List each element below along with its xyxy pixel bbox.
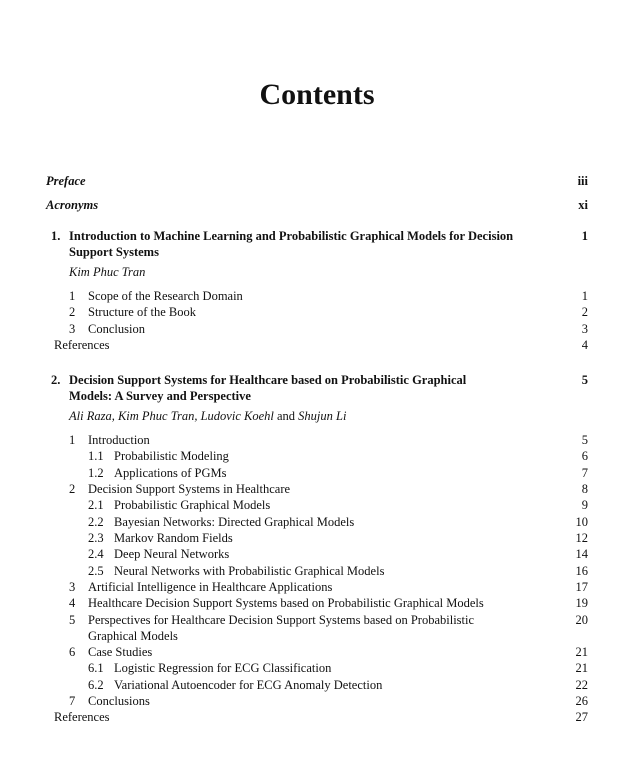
toc-entry-number: 2	[69, 482, 76, 496]
toc-subentry-number: 6.2	[88, 678, 104, 692]
toc-entry-label[interactable]: Conclusions	[88, 694, 150, 708]
toc-entry-label[interactable]: Scope of the Research Domain	[88, 289, 243, 303]
toc-entry-page: 21	[575, 661, 588, 675]
chapter-1-title[interactable]: Introduction to Machine Learning and Probabilistic Graphical Models for Decision	[69, 229, 514, 243]
toc-entry-label[interactable]: Decision Support Systems in Healthcare	[88, 482, 291, 496]
toc-entry-number: 3	[69, 580, 76, 594]
chapter-2-authors-and: and	[276, 409, 296, 423]
toc-entry-label[interactable]: Perspectives for Healthcare Decision Support Systems based on Probabilistic	[88, 613, 475, 627]
toc-entry-label-cont[interactable]: Graphical Models	[88, 629, 178, 643]
chapter-1-title-cont[interactable]: Support Systems	[69, 245, 159, 259]
toc-entry-label[interactable]: Healthcare Decision Support Systems based on Probabilistic Graphical Models	[88, 596, 484, 610]
toc-subentry-label[interactable]: Probabilistic Graphical Models	[114, 498, 271, 512]
toc-entry-page: 12	[575, 531, 588, 545]
toc-entry-number: 1	[69, 433, 76, 447]
toc-entry-page: 16	[575, 564, 588, 578]
toc-entry-page: 3	[581, 322, 588, 336]
chapter-2-references-page: 27	[575, 710, 588, 724]
toc-subentry-number: 2.4	[88, 547, 104, 561]
toc-subentry-number: 2.1	[88, 498, 104, 512]
page-title: Contents	[259, 78, 375, 111]
toc-entry-page: 19	[575, 596, 588, 610]
toc-subentry-label[interactable]: Variational Autoencoder for ECG Anomaly Detection	[114, 678, 383, 692]
chapter-2-authors	[69, 408, 346, 424]
toc-subentry-label[interactable]: Deep Neural Networks	[114, 547, 230, 561]
chapter-2-title-cont[interactable]: Models: A Survey and Perspective	[69, 389, 251, 403]
toc-subentry-number: 2.5	[88, 564, 104, 578]
toc-subentry-number: 2.3	[88, 531, 104, 545]
chapter-1-number: 1.	[51, 229, 61, 243]
toc-subentry-number: 6.1	[88, 661, 104, 675]
toc-subentry-label[interactable]: Probabilistic Modeling	[114, 449, 229, 463]
toc-entry-page: 17	[575, 580, 588, 594]
toc-entry-page: 2	[581, 305, 588, 319]
toc-preface-page: iii	[577, 174, 588, 188]
toc-entry-page: 22	[575, 678, 588, 692]
chapter-1-page: 1	[581, 229, 588, 243]
toc-entry-label[interactable]: Structure of the Book	[88, 305, 196, 319]
toc-entry-number: 5	[69, 613, 76, 627]
toc-acronyms-page: xi	[578, 198, 588, 212]
toc-acronyms-label[interactable]: Acronyms	[46, 198, 99, 212]
toc-entry-page: 20	[575, 613, 588, 627]
toc-entry-number: 4	[69, 596, 76, 610]
toc-entry-number: 7	[69, 694, 76, 708]
toc-entry-page: 10	[575, 515, 588, 529]
toc-subentry-label[interactable]: Logistic Regression for ECG Classification	[114, 661, 332, 675]
toc-entry-page: 7	[581, 466, 588, 480]
toc-entry-page: 1	[581, 289, 588, 303]
toc-entry-page: 21	[575, 645, 588, 659]
toc-entry-number: 3	[69, 322, 76, 336]
toc-entry-label[interactable]: Conclusion	[88, 322, 145, 336]
toc-entry-number: 1	[69, 289, 76, 303]
chapter-2-page: 5	[581, 373, 588, 387]
toc-subentry-number: 1.2	[88, 466, 104, 480]
toc-subentry-label[interactable]: Neural Networks with Probabilistic Graphical Models	[114, 564, 385, 578]
toc-entry-label[interactable]: Introduction	[88, 433, 150, 447]
toc-preface-label[interactable]: Preface	[46, 174, 86, 188]
chapter-2-authors-last: Shujun Li	[298, 409, 347, 423]
chapter-2-references[interactable]: References	[54, 710, 110, 724]
toc-entry-label[interactable]: Artificial Intelligence in Healthcare Applications	[88, 580, 333, 594]
toc-subentry-number: 2.2	[88, 515, 104, 529]
chapter-2-authors-main: Ali Raza, Kim Phuc Tran, Ludovic Koehl	[69, 409, 274, 423]
toc-subentry-label[interactable]: Markov Random Fields	[114, 531, 233, 545]
toc-subentry-label[interactable]: Bayesian Networks: Directed Graphical Models	[114, 515, 355, 529]
toc-entry-page: 9	[581, 498, 588, 512]
toc-entry-page: 8	[581, 482, 588, 496]
toc-entry-label[interactable]: Case Studies	[88, 645, 153, 659]
chapter-1-references[interactable]: References	[54, 338, 110, 352]
chapter-2-number: 2.	[51, 373, 61, 387]
toc-entry-page: 5	[581, 433, 588, 447]
toc-entry-page: 6	[581, 449, 588, 463]
toc-entry-number: 2	[69, 305, 76, 319]
chapter-1-references-page: 4	[581, 338, 588, 352]
chapter-1-authors: Kim Phuc Tran	[69, 265, 146, 279]
toc-entry-page: 26	[575, 694, 588, 708]
toc-entry-number: 6	[69, 645, 76, 659]
toc-entry-page: 14	[575, 547, 588, 561]
chapter-2-title[interactable]: Decision Support Systems for Healthcare based on Probabilistic Graphical	[69, 373, 467, 387]
toc-subentry-number: 1.1	[88, 449, 104, 463]
toc-subentry-label[interactable]: Applications of PGMs	[114, 466, 227, 480]
